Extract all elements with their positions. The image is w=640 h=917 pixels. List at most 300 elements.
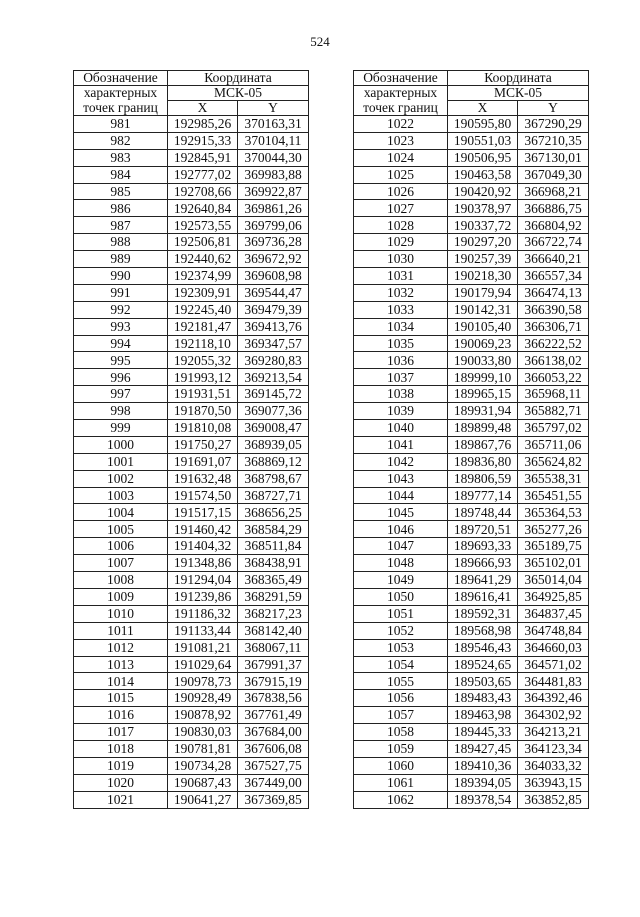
point-label-cell: 1060 bbox=[354, 757, 448, 774]
point-label-cell: 1027 bbox=[354, 200, 448, 217]
header-x: X bbox=[168, 101, 238, 116]
point-label-cell: 1007 bbox=[74, 555, 168, 572]
header-coordinate-line-2: МСК-05 bbox=[168, 86, 309, 101]
table-row bbox=[354, 369, 589, 386]
table-row bbox=[74, 420, 309, 437]
point-label-cell: 1015 bbox=[74, 690, 168, 707]
point-label-cell: 984 bbox=[74, 166, 168, 183]
x-coordinate-cell: 189427,45 bbox=[448, 740, 518, 757]
point-label-cell: 1026 bbox=[354, 183, 448, 200]
x-coordinate-cell: 191993,12 bbox=[168, 369, 238, 386]
header-label-line-1: Обозначение bbox=[74, 71, 168, 86]
x-coordinate-cell: 190463,58 bbox=[448, 166, 518, 183]
point-label-cell: 1012 bbox=[74, 639, 168, 656]
point-label-cell: 1057 bbox=[354, 707, 448, 724]
y-coordinate-cell: 364213,21 bbox=[518, 724, 589, 741]
y-coordinate-cell: 369008,47 bbox=[238, 420, 309, 437]
point-label-cell: 1003 bbox=[74, 487, 168, 504]
table-row bbox=[74, 707, 309, 724]
y-coordinate-cell: 365797,02 bbox=[518, 420, 589, 437]
point-label-cell: 1056 bbox=[354, 690, 448, 707]
y-coordinate-cell: 364392,46 bbox=[518, 690, 589, 707]
point-label-cell: 1019 bbox=[74, 757, 168, 774]
table-row bbox=[354, 217, 589, 234]
table-row bbox=[74, 588, 309, 605]
x-coordinate-cell: 191810,08 bbox=[168, 420, 238, 437]
table-row bbox=[74, 318, 309, 335]
point-label-cell: 1037 bbox=[354, 369, 448, 386]
table-row bbox=[74, 149, 309, 166]
point-label-cell: 1059 bbox=[354, 740, 448, 757]
y-coordinate-cell: 368438,91 bbox=[238, 555, 309, 572]
point-label-cell: 996 bbox=[74, 369, 168, 386]
x-coordinate-cell: 191870,50 bbox=[168, 403, 238, 420]
table-row bbox=[354, 268, 589, 285]
x-coordinate-cell: 191029,64 bbox=[168, 656, 238, 673]
x-coordinate-cell: 189899,48 bbox=[448, 420, 518, 437]
table-row bbox=[354, 740, 589, 757]
header-label-line-3: точек границ bbox=[354, 101, 448, 116]
table-row bbox=[354, 724, 589, 741]
table-row bbox=[354, 707, 589, 724]
x-coordinate-cell: 191133,44 bbox=[168, 622, 238, 639]
coordinates-table-left bbox=[73, 70, 309, 809]
point-label-cell: 1047 bbox=[354, 538, 448, 555]
table-row bbox=[354, 656, 589, 673]
table-row bbox=[74, 673, 309, 690]
x-coordinate-cell: 190378,97 bbox=[448, 200, 518, 217]
y-coordinate-cell: 369077,36 bbox=[238, 403, 309, 420]
x-coordinate-cell: 192845,91 bbox=[168, 149, 238, 166]
point-label-cell: 985 bbox=[74, 183, 168, 200]
table-row bbox=[74, 453, 309, 470]
table-row bbox=[74, 690, 309, 707]
x-coordinate-cell: 190595,80 bbox=[448, 116, 518, 133]
point-label-cell: 1000 bbox=[74, 436, 168, 453]
table-row bbox=[354, 301, 589, 318]
x-coordinate-cell: 190257,39 bbox=[448, 251, 518, 268]
table-row bbox=[354, 318, 589, 335]
x-coordinate-cell: 189463,98 bbox=[448, 707, 518, 724]
x-coordinate-cell: 189410,36 bbox=[448, 757, 518, 774]
table-row bbox=[354, 453, 589, 470]
x-coordinate-cell: 192118,10 bbox=[168, 335, 238, 352]
point-label-cell: 1055 bbox=[354, 673, 448, 690]
y-coordinate-cell: 364660,03 bbox=[518, 639, 589, 656]
y-coordinate-cell: 369608,98 bbox=[238, 268, 309, 285]
point-label-cell: 1036 bbox=[354, 352, 448, 369]
x-coordinate-cell: 189965,15 bbox=[448, 386, 518, 403]
table-row bbox=[354, 622, 589, 639]
header-label-line-2: характерных bbox=[354, 86, 448, 101]
header-label-line-1: Обозначение bbox=[354, 71, 448, 86]
x-coordinate-cell: 190687,43 bbox=[168, 774, 238, 791]
y-coordinate-cell: 370163,31 bbox=[238, 116, 309, 133]
header-label-line-2: характерных bbox=[74, 86, 168, 101]
point-label-cell: 1014 bbox=[74, 673, 168, 690]
point-label-cell: 992 bbox=[74, 301, 168, 318]
point-label-cell: 1050 bbox=[354, 588, 448, 605]
point-label-cell: 1052 bbox=[354, 622, 448, 639]
x-coordinate-cell: 192777,02 bbox=[168, 166, 238, 183]
y-coordinate-cell: 366886,75 bbox=[518, 200, 589, 217]
point-label-cell: 1002 bbox=[74, 470, 168, 487]
table-row bbox=[74, 234, 309, 251]
table-row bbox=[354, 504, 589, 521]
y-coordinate-cell: 367210,35 bbox=[518, 132, 589, 149]
y-coordinate-cell: 367449,00 bbox=[238, 774, 309, 791]
y-coordinate-cell: 367049,30 bbox=[518, 166, 589, 183]
point-label-cell: 989 bbox=[74, 251, 168, 268]
y-coordinate-cell: 369413,76 bbox=[238, 318, 309, 335]
x-coordinate-cell: 189666,93 bbox=[448, 555, 518, 572]
table-row bbox=[354, 791, 589, 808]
header-coordinate-line-1: Координата bbox=[448, 71, 589, 86]
y-coordinate-cell: 369347,57 bbox=[238, 335, 309, 352]
y-coordinate-cell: 365538,31 bbox=[518, 470, 589, 487]
point-label-cell: 1058 bbox=[354, 724, 448, 741]
point-label-cell: 997 bbox=[74, 386, 168, 403]
point-label-cell: 1010 bbox=[74, 605, 168, 622]
point-label-cell: 1042 bbox=[354, 453, 448, 470]
point-label-cell: 1005 bbox=[74, 521, 168, 538]
y-coordinate-cell: 366722,74 bbox=[518, 234, 589, 251]
x-coordinate-cell: 191750,27 bbox=[168, 436, 238, 453]
y-coordinate-cell: 364123,34 bbox=[518, 740, 589, 757]
point-label-cell: 1041 bbox=[354, 436, 448, 453]
x-coordinate-cell: 191186,32 bbox=[168, 605, 238, 622]
point-label-cell: 1022 bbox=[354, 116, 448, 133]
x-coordinate-cell: 192181,47 bbox=[168, 318, 238, 335]
point-label-cell: 995 bbox=[74, 352, 168, 369]
header-label-line-3: точек границ bbox=[74, 101, 168, 116]
point-label-cell: 1001 bbox=[74, 453, 168, 470]
x-coordinate-cell: 189867,76 bbox=[448, 436, 518, 453]
x-coordinate-cell: 190781,81 bbox=[168, 740, 238, 757]
x-coordinate-cell: 189483,43 bbox=[448, 690, 518, 707]
table-row bbox=[354, 690, 589, 707]
point-label-cell: 983 bbox=[74, 149, 168, 166]
y-coordinate-cell: 367991,37 bbox=[238, 656, 309, 673]
x-coordinate-cell: 191931,51 bbox=[168, 386, 238, 403]
y-coordinate-cell: 370044,30 bbox=[238, 149, 309, 166]
y-coordinate-cell: 369922,87 bbox=[238, 183, 309, 200]
point-label-cell: 1025 bbox=[354, 166, 448, 183]
y-coordinate-cell: 364481,83 bbox=[518, 673, 589, 690]
point-label-cell: 1020 bbox=[74, 774, 168, 791]
y-coordinate-cell: 367606,08 bbox=[238, 740, 309, 757]
x-coordinate-cell: 190179,94 bbox=[448, 284, 518, 301]
x-coordinate-cell: 190734,28 bbox=[168, 757, 238, 774]
table-row bbox=[354, 538, 589, 555]
x-coordinate-cell: 192055,32 bbox=[168, 352, 238, 369]
x-coordinate-cell: 190033,80 bbox=[448, 352, 518, 369]
point-label-cell: 1054 bbox=[354, 656, 448, 673]
table-row bbox=[354, 234, 589, 251]
point-label-cell: 1013 bbox=[74, 656, 168, 673]
table-row bbox=[74, 200, 309, 217]
x-coordinate-cell: 190297,20 bbox=[448, 234, 518, 251]
table-row bbox=[354, 487, 589, 504]
x-coordinate-cell: 189931,94 bbox=[448, 403, 518, 420]
x-coordinate-cell: 191239,86 bbox=[168, 588, 238, 605]
header-coordinate-line-1: Координата bbox=[168, 71, 309, 86]
table-row bbox=[354, 470, 589, 487]
point-label-cell: 994 bbox=[74, 335, 168, 352]
y-coordinate-cell: 367290,29 bbox=[518, 116, 589, 133]
table-row bbox=[74, 132, 309, 149]
table-row bbox=[354, 521, 589, 538]
page-number: 524 bbox=[310, 34, 330, 49]
table-row bbox=[74, 251, 309, 268]
point-label-cell: 1045 bbox=[354, 504, 448, 521]
table-row bbox=[354, 605, 589, 622]
x-coordinate-cell: 189616,41 bbox=[448, 588, 518, 605]
y-coordinate-cell: 370104,11 bbox=[238, 132, 309, 149]
point-label-cell: 1030 bbox=[354, 251, 448, 268]
table-row bbox=[74, 639, 309, 656]
table-row bbox=[74, 166, 309, 183]
y-coordinate-cell: 364748,84 bbox=[518, 622, 589, 639]
table-row bbox=[354, 588, 589, 605]
table-row bbox=[354, 335, 589, 352]
y-coordinate-cell: 366640,21 bbox=[518, 251, 589, 268]
y-coordinate-cell: 366222,52 bbox=[518, 335, 589, 352]
table-body-left bbox=[74, 116, 309, 809]
y-coordinate-cell: 365968,11 bbox=[518, 386, 589, 403]
y-coordinate-cell: 365014,04 bbox=[518, 572, 589, 589]
x-coordinate-cell: 189546,43 bbox=[448, 639, 518, 656]
point-label-cell: 1018 bbox=[74, 740, 168, 757]
y-coordinate-cell: 368142,40 bbox=[238, 622, 309, 639]
point-label-cell: 988 bbox=[74, 234, 168, 251]
table-row bbox=[354, 251, 589, 268]
y-coordinate-cell: 366557,34 bbox=[518, 268, 589, 285]
table-row bbox=[74, 740, 309, 757]
point-label-cell: 982 bbox=[74, 132, 168, 149]
y-coordinate-cell: 368067,11 bbox=[238, 639, 309, 656]
table-row bbox=[74, 757, 309, 774]
y-coordinate-cell: 366804,92 bbox=[518, 217, 589, 234]
x-coordinate-cell: 191632,48 bbox=[168, 470, 238, 487]
x-coordinate-cell: 190142,31 bbox=[448, 301, 518, 318]
point-label-cell: 1033 bbox=[354, 301, 448, 318]
table-row bbox=[74, 386, 309, 403]
x-coordinate-cell: 189524,65 bbox=[448, 656, 518, 673]
y-coordinate-cell: 368511,84 bbox=[238, 538, 309, 555]
y-coordinate-cell: 364571,02 bbox=[518, 656, 589, 673]
x-coordinate-cell: 190878,92 bbox=[168, 707, 238, 724]
table-row bbox=[74, 183, 309, 200]
table-row bbox=[74, 301, 309, 318]
table-row bbox=[74, 217, 309, 234]
table-row bbox=[354, 572, 589, 589]
point-label-cell: 1016 bbox=[74, 707, 168, 724]
y-coordinate-cell: 369544,47 bbox=[238, 284, 309, 301]
point-label-cell: 998 bbox=[74, 403, 168, 420]
table-row bbox=[74, 352, 309, 369]
table-row bbox=[74, 521, 309, 538]
y-coordinate-cell: 365624,82 bbox=[518, 453, 589, 470]
point-label-cell: 1006 bbox=[74, 538, 168, 555]
table-row bbox=[74, 774, 309, 791]
y-coordinate-cell: 368656,25 bbox=[238, 504, 309, 521]
x-coordinate-cell: 190978,73 bbox=[168, 673, 238, 690]
table-row bbox=[354, 116, 589, 133]
y-coordinate-cell: 368939,05 bbox=[238, 436, 309, 453]
table-row bbox=[74, 487, 309, 504]
table-row bbox=[354, 673, 589, 690]
header-y: Y bbox=[238, 101, 309, 116]
table-row bbox=[74, 284, 309, 301]
x-coordinate-cell: 190337,72 bbox=[448, 217, 518, 234]
point-label-cell: 1034 bbox=[354, 318, 448, 335]
point-label-cell: 1008 bbox=[74, 572, 168, 589]
point-label-cell: 1046 bbox=[354, 521, 448, 538]
x-coordinate-cell: 190641,27 bbox=[168, 791, 238, 808]
table-row bbox=[354, 183, 589, 200]
table-row bbox=[74, 470, 309, 487]
x-coordinate-cell: 190551,03 bbox=[448, 132, 518, 149]
y-coordinate-cell: 364302,92 bbox=[518, 707, 589, 724]
table-row bbox=[74, 572, 309, 589]
x-coordinate-cell: 189836,80 bbox=[448, 453, 518, 470]
point-label-cell: 991 bbox=[74, 284, 168, 301]
y-coordinate-cell: 369983,88 bbox=[238, 166, 309, 183]
point-label-cell: 1044 bbox=[354, 487, 448, 504]
x-coordinate-cell: 189378,54 bbox=[448, 791, 518, 808]
x-coordinate-cell: 192374,99 bbox=[168, 268, 238, 285]
point-label-cell: 1011 bbox=[74, 622, 168, 639]
x-coordinate-cell: 192309,91 bbox=[168, 284, 238, 301]
y-coordinate-cell: 368291,59 bbox=[238, 588, 309, 605]
table-row bbox=[354, 149, 589, 166]
x-coordinate-cell: 192640,84 bbox=[168, 200, 238, 217]
y-coordinate-cell: 367130,01 bbox=[518, 149, 589, 166]
point-label-cell: 1032 bbox=[354, 284, 448, 301]
y-coordinate-cell: 365882,71 bbox=[518, 403, 589, 420]
table-row bbox=[354, 132, 589, 149]
x-coordinate-cell: 192245,40 bbox=[168, 301, 238, 318]
table-row bbox=[354, 420, 589, 437]
table-row bbox=[354, 403, 589, 420]
x-coordinate-cell: 189777,14 bbox=[448, 487, 518, 504]
x-coordinate-cell: 191574,50 bbox=[168, 487, 238, 504]
table-row bbox=[354, 436, 589, 453]
coordinates-table-right bbox=[353, 70, 589, 809]
table-body-right bbox=[354, 116, 589, 809]
y-coordinate-cell: 369479,39 bbox=[238, 301, 309, 318]
header-y: Y bbox=[518, 101, 589, 116]
point-label-cell: 1053 bbox=[354, 639, 448, 656]
point-label-cell: 987 bbox=[74, 217, 168, 234]
table-row bbox=[354, 166, 589, 183]
x-coordinate-cell: 192915,33 bbox=[168, 132, 238, 149]
y-coordinate-cell: 368365,49 bbox=[238, 572, 309, 589]
point-label-cell: 1029 bbox=[354, 234, 448, 251]
x-coordinate-cell: 189445,33 bbox=[448, 724, 518, 741]
y-coordinate-cell: 368217,23 bbox=[238, 605, 309, 622]
table-row bbox=[74, 369, 309, 386]
table-row bbox=[354, 639, 589, 656]
x-coordinate-cell: 190420,92 bbox=[448, 183, 518, 200]
table-row bbox=[74, 622, 309, 639]
table-row bbox=[74, 335, 309, 352]
table-row bbox=[354, 352, 589, 369]
y-coordinate-cell: 368584,29 bbox=[238, 521, 309, 538]
table-row bbox=[74, 656, 309, 673]
point-label-cell: 1035 bbox=[354, 335, 448, 352]
x-coordinate-cell: 191517,15 bbox=[168, 504, 238, 521]
x-coordinate-cell: 189806,59 bbox=[448, 470, 518, 487]
table-row bbox=[74, 504, 309, 521]
table-row bbox=[354, 386, 589, 403]
point-label-cell: 1024 bbox=[354, 149, 448, 166]
point-label-cell: 1004 bbox=[74, 504, 168, 521]
y-coordinate-cell: 367684,00 bbox=[238, 724, 309, 741]
y-coordinate-cell: 369672,92 bbox=[238, 251, 309, 268]
y-coordinate-cell: 369213,54 bbox=[238, 369, 309, 386]
x-coordinate-cell: 189748,44 bbox=[448, 504, 518, 521]
y-coordinate-cell: 367527,75 bbox=[238, 757, 309, 774]
y-coordinate-cell: 363943,15 bbox=[518, 774, 589, 791]
y-coordinate-cell: 369799,06 bbox=[238, 217, 309, 234]
point-label-cell: 1031 bbox=[354, 268, 448, 285]
table-row bbox=[354, 757, 589, 774]
y-coordinate-cell: 369736,28 bbox=[238, 234, 309, 251]
point-label-cell: 1061 bbox=[354, 774, 448, 791]
table-row bbox=[74, 724, 309, 741]
point-label-cell: 1049 bbox=[354, 572, 448, 589]
x-coordinate-cell: 189568,98 bbox=[448, 622, 518, 639]
point-label-cell: 993 bbox=[74, 318, 168, 335]
y-coordinate-cell: 366306,71 bbox=[518, 318, 589, 335]
x-coordinate-cell: 192573,55 bbox=[168, 217, 238, 234]
table-row bbox=[74, 555, 309, 572]
table-row bbox=[354, 774, 589, 791]
point-label-cell: 981 bbox=[74, 116, 168, 133]
header-x: X bbox=[448, 101, 518, 116]
x-coordinate-cell: 191348,86 bbox=[168, 555, 238, 572]
y-coordinate-cell: 367369,85 bbox=[238, 791, 309, 808]
y-coordinate-cell: 367761,49 bbox=[238, 707, 309, 724]
table-row bbox=[74, 538, 309, 555]
y-coordinate-cell: 366138,02 bbox=[518, 352, 589, 369]
x-coordinate-cell: 189693,33 bbox=[448, 538, 518, 555]
point-label-cell: 1009 bbox=[74, 588, 168, 605]
table-row bbox=[74, 268, 309, 285]
point-label-cell: 1051 bbox=[354, 605, 448, 622]
y-coordinate-cell: 366474,13 bbox=[518, 284, 589, 301]
table-row bbox=[354, 555, 589, 572]
y-coordinate-cell: 367915,19 bbox=[238, 673, 309, 690]
y-coordinate-cell: 366390,58 bbox=[518, 301, 589, 318]
y-coordinate-cell: 369280,83 bbox=[238, 352, 309, 369]
table-row bbox=[74, 403, 309, 420]
point-label-cell: 1039 bbox=[354, 403, 448, 420]
y-coordinate-cell: 368798,67 bbox=[238, 470, 309, 487]
x-coordinate-cell: 192440,62 bbox=[168, 251, 238, 268]
y-coordinate-cell: 366053,22 bbox=[518, 369, 589, 386]
point-label-cell: 1028 bbox=[354, 217, 448, 234]
point-label-cell: 990 bbox=[74, 268, 168, 285]
y-coordinate-cell: 364837,45 bbox=[518, 605, 589, 622]
table-row bbox=[74, 116, 309, 133]
point-label-cell: 986 bbox=[74, 200, 168, 217]
y-coordinate-cell: 369861,26 bbox=[238, 200, 309, 217]
x-coordinate-cell: 189394,05 bbox=[448, 774, 518, 791]
x-coordinate-cell: 191404,32 bbox=[168, 538, 238, 555]
